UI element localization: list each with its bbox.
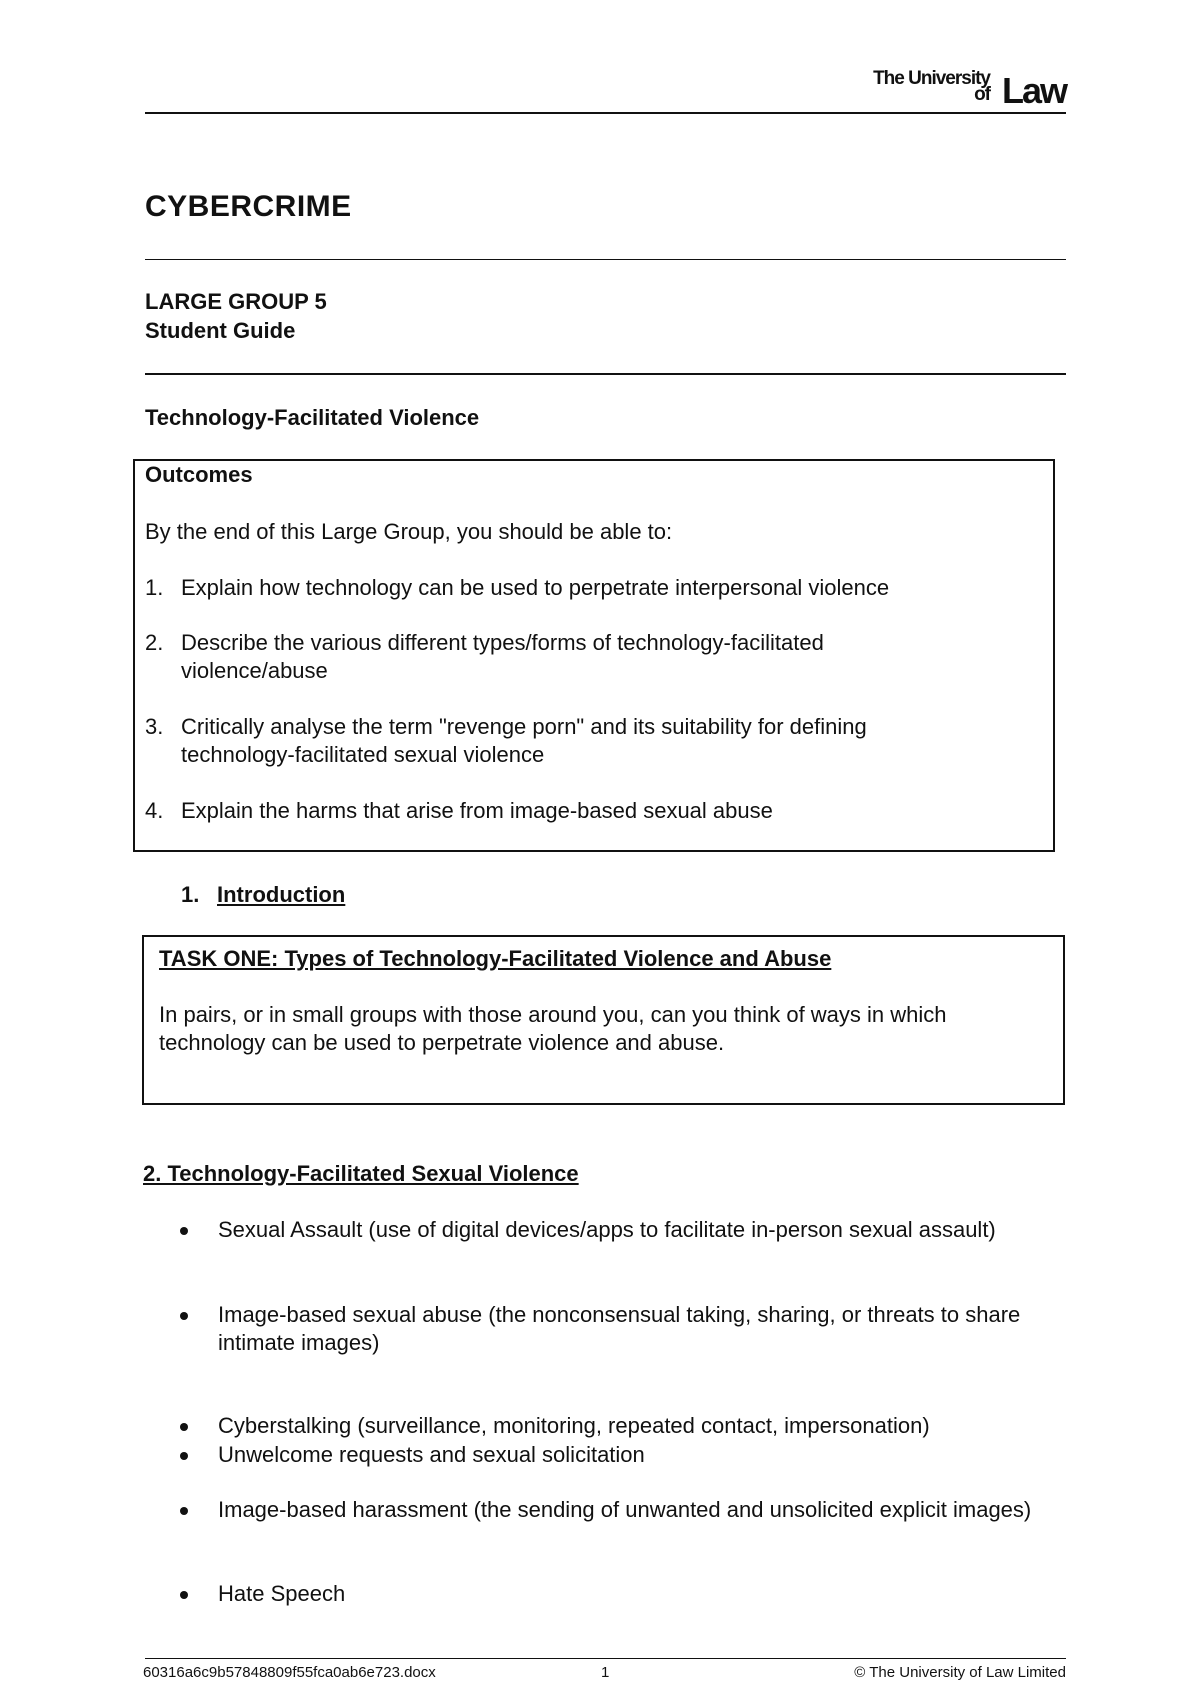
document-title: CYBERCRIME bbox=[145, 190, 352, 223]
outcome-number: 1. bbox=[145, 575, 164, 600]
list-item-text: Hate Speech bbox=[218, 1581, 346, 1606]
footer-filename: 60316a6c9b57848809f55fca0ab6e723.docx bbox=[143, 1664, 436, 1681]
task-one-heading: TASK ONE: Types of Technology-Facilitated Violence and Abuse bbox=[159, 946, 832, 971]
logo-line-1: The University bbox=[873, 68, 990, 89]
footer-copyright: © The University of Law Limited bbox=[854, 1664, 1066, 1681]
bullet-icon bbox=[180, 1423, 188, 1431]
task-one-body: In pairs, or in small groups with those around you, can you think of ways in which technology can be used to perpetrate violence and abuse. bbox=[159, 1002, 947, 1055]
footer-divider bbox=[145, 1658, 1066, 1659]
outcome-number: 4. bbox=[145, 798, 164, 823]
logo-line-2: of bbox=[974, 84, 990, 105]
title-divider bbox=[145, 259, 1066, 260]
list-item-text: Image-based sexual abuse (the nonconsensual taking, sharing, or threats to share intimate images) bbox=[218, 1302, 1021, 1355]
bullet-icon bbox=[180, 1591, 188, 1599]
session-group: LARGE GROUP 5 bbox=[145, 289, 327, 314]
outcomes-intro: By the end of this Large Group, you should be able to: bbox=[145, 519, 673, 544]
bullet-icon bbox=[180, 1507, 188, 1515]
header-divider bbox=[145, 112, 1066, 114]
outcomes-heading: Outcomes bbox=[145, 462, 253, 487]
outcome-number: 3. bbox=[145, 714, 164, 739]
outcome-text: Explain the harms that arise from image-based sexual abuse bbox=[181, 798, 773, 823]
outcome-number: 2. bbox=[145, 630, 164, 655]
topic-heading: Technology-Facilitated Violence bbox=[145, 405, 480, 430]
bullet-icon bbox=[180, 1312, 188, 1320]
bullet-icon bbox=[180, 1452, 188, 1460]
outcome-text: Critically analyse the term "revenge porn" and its suitability for defining technology-facilitated sexual violence bbox=[181, 714, 867, 767]
bullet-icon bbox=[180, 1227, 188, 1235]
list-item-text: Sexual Assault (use of digital devices/apps to facilitate in-person sexual assault) bbox=[218, 1217, 996, 1242]
list-item-text: Unwelcome requests and sexual solicitation bbox=[218, 1442, 645, 1467]
session-divider bbox=[145, 373, 1066, 375]
outcome-text: Explain how technology can be used to perpetrate interpersonal violence bbox=[181, 575, 890, 600]
outcome-text: Describe the various different types/forms of technology-facilitated violence/abuse bbox=[181, 630, 824, 683]
list-item-text: Image-based harassment (the sending of unwanted and unsolicited explicit images) bbox=[218, 1497, 1032, 1522]
section-2-title: 2. Technology-Facilitated Sexual Violence bbox=[143, 1161, 579, 1186]
list-item-text: Cyberstalking (surveillance, monitoring, repeated contact, impersonation) bbox=[218, 1413, 930, 1438]
logo-line-3: Law bbox=[1001, 70, 1066, 111]
university-logo bbox=[856, 64, 1066, 111]
section-1-title: Introduction bbox=[217, 882, 346, 907]
session-guide: Student Guide bbox=[145, 318, 296, 343]
section-1-number: 1. bbox=[181, 882, 200, 907]
footer-page-number: 1 bbox=[601, 1664, 610, 1681]
